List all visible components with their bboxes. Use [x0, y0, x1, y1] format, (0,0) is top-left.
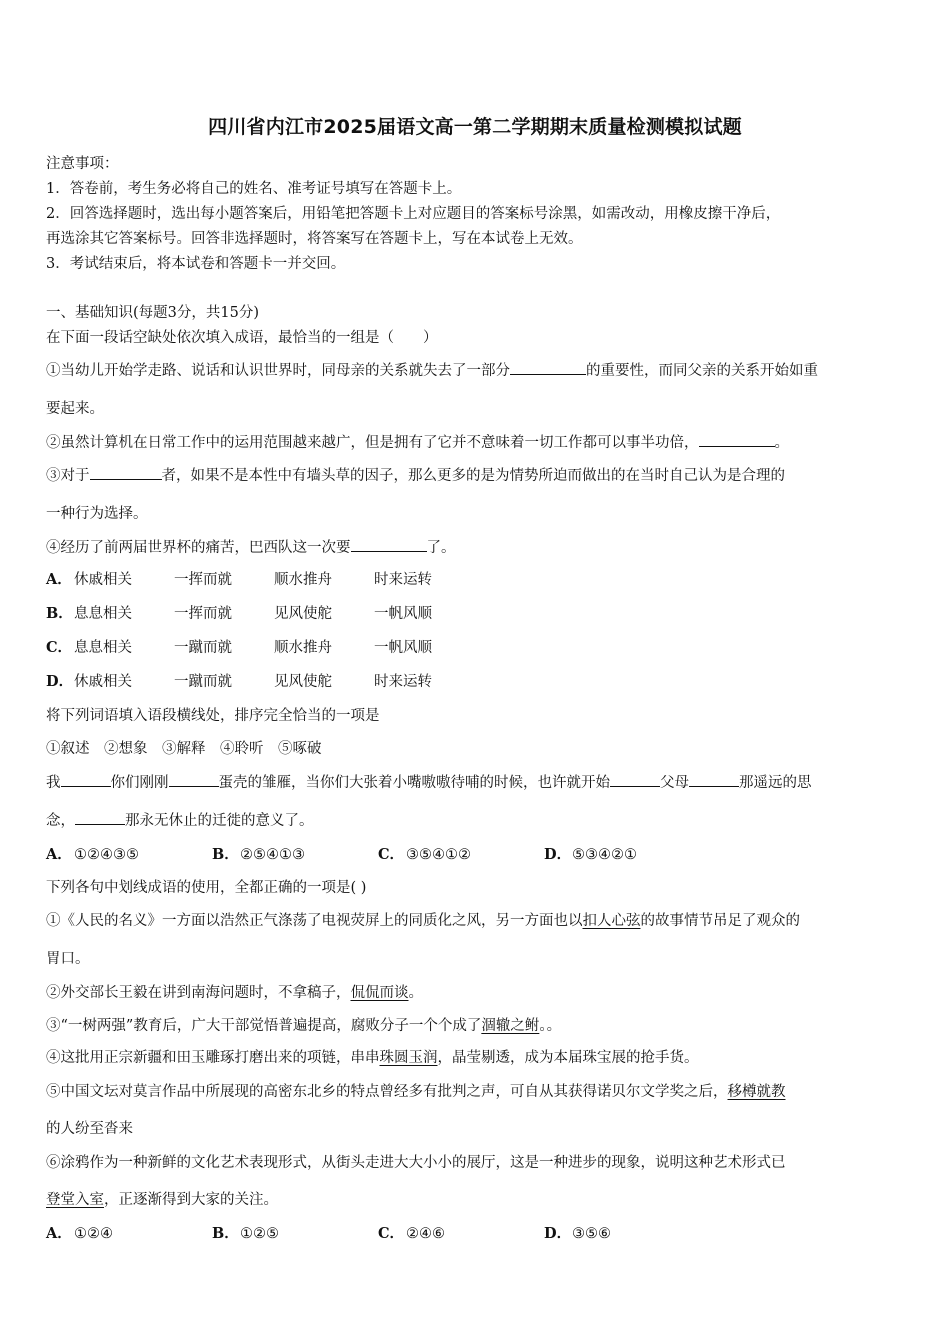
q1-option-a: A． 休戚相关 一挥而就 顺水推舟 时来运转 [46, 571, 432, 588]
q1-option-c: C． 息息相关 一蹴而就 顺水推舟 一帆风顺 [46, 639, 432, 656]
q3-sentence-1-cont: 胃口。 [46, 951, 90, 967]
notice-heading: 注意事项： [46, 156, 119, 172]
q3-sentence-4: ④这批用正宗新疆和田玉雕琢打磨出来的项链，串串珠圆玉润，晶莹剔透，成为本届珠宝展的抢手货。 [46, 1050, 699, 1066]
q1-option-b: B．息息相关 一挥而就 见风使舵 一帆风顺 [46, 605, 432, 622]
q2-stem: 将下列词语填入语段横线处，排序完全恰当的一项是 [46, 708, 380, 724]
answer-blank [169, 771, 219, 787]
q3-stem: 下列各句中划线成语的使用，全都正确的一项是( ) [46, 880, 367, 896]
answer-blank [689, 771, 739, 787]
q2-options: A． ①②④③⑤ B．②⑤④①③ C． ③⑤④①② D．⑤③④②① [46, 846, 637, 863]
section-heading: 一、基础知识(每题3分，共15分) [46, 305, 259, 321]
q3-sentence-6: ⑥涂鸦作为一种新鲜的文化艺术表现形式，从街头走进大大小小的展厅，这是一种进步的现象，说明这种艺术形式已 [46, 1155, 786, 1171]
q3-options: A． ①②④ B．①②⑤ C． ②④⑥ D．③⑤⑥ [46, 1225, 611, 1242]
underlined-idiom: 移樽就教 [727, 1084, 786, 1100]
answer-blank [610, 771, 660, 787]
answer-blank [699, 431, 775, 447]
q2-word-list: ①叙述 ②想象 ③解释 ④聆听 ⑤啄破 [46, 741, 322, 757]
q1-sentence-1-cont: 要起来。 [46, 401, 104, 417]
notice-item-1: 1．答卷前，考生务必将自己的姓名、准考证号填写在答题卡上。 [46, 181, 462, 197]
q3-sentence-5-cont: 的人纷至沓来 [46, 1121, 133, 1137]
page-title: 四川省内江市2025届语文高一第二学期期末质量检测模拟试题 [208, 116, 742, 138]
q3-sentence-6-cont: 登堂入室，正逐渐得到大家的关注。 [46, 1192, 278, 1208]
q1-sentence-3: ③对于 者，如果不是本性中有墙头草的因子，那么更多的是为情势所迫而做出的在当时自己认为是合理的 [46, 464, 785, 485]
q1-sentence-4: ④经历了前两届世界杯的痛苦，巴西队这一次要 了。 [46, 536, 456, 557]
notice-item-2-cont: 再选涂其它答案标号。回答非选择题时，将答案写在答题卡上，写在本试卷上无效。 [46, 231, 583, 247]
q3-sentence-3: ③“一树两强”教育后，广大干部觉悟普遍提高，腐败分子一个个成了涸辙之鲋。。 [46, 1018, 562, 1034]
underlined-idiom: 侃侃而谈 [350, 985, 409, 1001]
q1-sentence-3-cont: 一种行为选择。 [46, 506, 148, 522]
underlined-idiom: 涸辙之鲋 [481, 1018, 540, 1034]
notice-item-3: 3．考试结束后，将本试卷和答题卡一并交回。 [46, 256, 346, 272]
answer-blank [351, 536, 427, 552]
q3-sentence-2: ②外交部长王毅在讲到南海问题时，不拿稿子，侃侃而谈。 [46, 985, 423, 1001]
q3-sentence-1: ①《人民的名义》一方面以浩然正气涤荡了电视荧屏上的同质化之风，另一方面也以扣人心弦的故事情节吊足了观众的 [46, 913, 800, 929]
q1-stem: 在下面一段话空缺处依次填入成语，最恰当的一组是（ ） [46, 330, 438, 346]
answer-blank [510, 359, 586, 375]
q2-passage-line-1: 我 你们刚刚 蛋壳的雏雁，当你们大张着小嘴嗷嗷待哺的时候，也许就开始 父母 那遥远的思 [46, 771, 812, 792]
notice-item-2: 2．回答选择题时，选出每小题答案后，用铅笔把答题卡上对应题目的答案标号涂黑，如需改动，用橡皮擦干净后， [46, 206, 781, 222]
q1-sentence-1: ①当幼儿开始学走路、说话和认识世界时，同母亲的关系就失去了一部分 的重要性，而同父亲的关系开始如重 [46, 359, 818, 380]
q2-passage-line-2: 念， 那永无休止的迁徙的意义了。 [46, 809, 314, 830]
underlined-idiom: 登堂入室 [46, 1192, 104, 1208]
answer-blank [75, 809, 125, 825]
answer-blank [61, 771, 111, 787]
underlined-idiom: 扣人心弦 [582, 913, 641, 929]
underlined-idiom: 珠圆玉润 [379, 1050, 438, 1066]
answer-blank [90, 464, 162, 480]
q1-option-d: D．休戚相关 一蹴而就 见风使舵 时来运转 [46, 673, 432, 690]
q3-sentence-5: ⑤中国文坛对莫言作品中所展现的高密东北乡的特点曾经多有批判之声，可自从其获得诺贝尔文学奖之后，移樽就教 [46, 1084, 786, 1100]
q1-sentence-2: ②虽然计算机在日常工作中的运用范围越来越广，但是拥有了它并不意味着一切工作都可以事半功倍， 。 [46, 431, 789, 452]
